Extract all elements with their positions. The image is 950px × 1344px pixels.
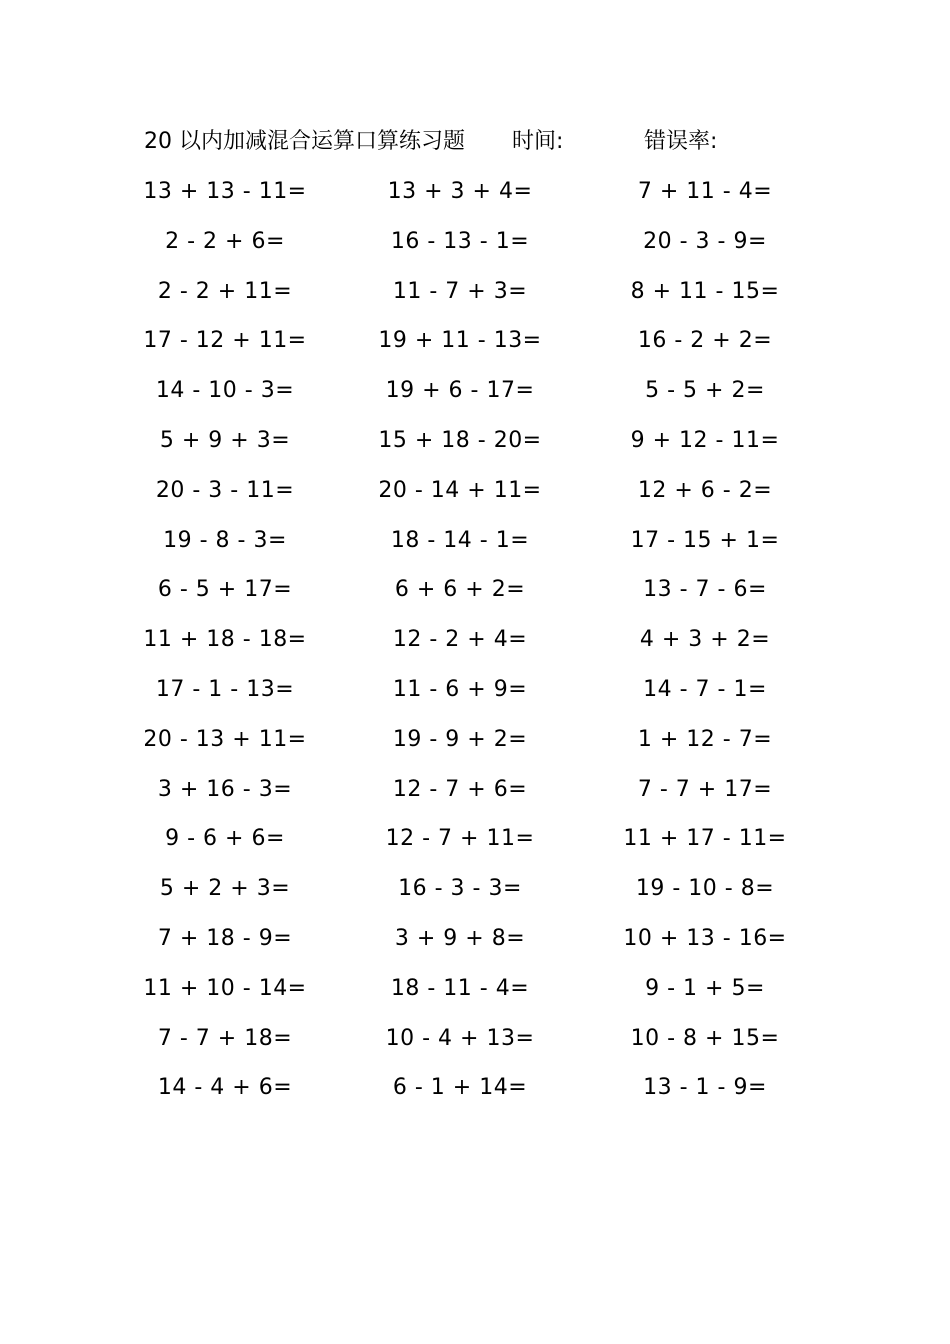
math-problem: 7 - 7 + 17= xyxy=(637,776,773,802)
worksheet-title: 20 以内加减混合运算口算练习题 xyxy=(144,129,465,154)
math-problem: 16 - 2 + 2= xyxy=(637,328,773,354)
problem-row xyxy=(140,772,820,822)
math-problem: 19 - 8 - 3= xyxy=(163,527,287,553)
problem-row xyxy=(140,722,820,772)
math-problem: 11 - 7 + 3= xyxy=(392,278,528,304)
math-problem: 9 - 1 + 5= xyxy=(645,975,765,1001)
problem-row xyxy=(140,622,820,672)
math-problem: 11 + 17 - 11= xyxy=(623,826,787,852)
problem-row xyxy=(140,423,820,473)
math-problem: 12 + 6 - 2= xyxy=(637,477,773,503)
math-problem: 20 - 13 + 11= xyxy=(143,726,307,752)
math-problem: 10 - 4 + 13= xyxy=(385,1025,535,1051)
problem-row xyxy=(140,672,820,722)
problem-row xyxy=(140,921,820,971)
math-problem: 7 + 11 - 4= xyxy=(637,179,773,204)
math-problem: 5 + 2 + 3= xyxy=(159,876,291,902)
time-label: 时间: xyxy=(512,129,564,154)
math-problem: 5 - 5 + 2= xyxy=(645,378,765,404)
problem-row xyxy=(140,373,820,423)
problem-row xyxy=(140,224,820,274)
math-problem: 13 + 3 + 4= xyxy=(387,179,533,204)
problem-row xyxy=(140,971,820,1021)
math-problem: 20 - 3 - 9= xyxy=(643,228,767,254)
math-problem: 14 - 10 - 3= xyxy=(155,378,295,404)
math-problem: 13 - 1 - 9= xyxy=(643,1075,767,1101)
problem-row xyxy=(140,523,820,573)
math-problem: 7 + 18 - 9= xyxy=(157,925,293,951)
math-problem: 20 - 3 - 11= xyxy=(155,477,295,503)
problem-row xyxy=(140,871,820,921)
worksheet-header xyxy=(144,126,824,158)
math-problem: 2 - 2 + 6= xyxy=(165,228,285,254)
math-problem: 6 - 1 + 14= xyxy=(392,1075,528,1101)
math-problem: 17 - 15 + 1= xyxy=(630,527,780,553)
problem-row xyxy=(140,323,820,373)
math-problem: 18 - 14 - 1= xyxy=(390,527,530,553)
problem-row xyxy=(140,1070,820,1120)
problem-row xyxy=(140,274,820,324)
math-problem: 19 + 11 - 13= xyxy=(378,328,542,354)
math-problem: 17 - 12 + 11= xyxy=(143,328,307,354)
error-rate-label: 错误率: xyxy=(644,129,718,154)
math-problem: 15 + 18 - 20= xyxy=(378,427,542,453)
math-problem: 9 + 12 - 11= xyxy=(630,427,780,453)
problem-row xyxy=(140,1021,820,1071)
math-problem: 12 - 7 + 6= xyxy=(392,776,528,802)
math-problem: 13 + 13 - 11= xyxy=(143,179,307,204)
math-problem: 13 - 7 - 6= xyxy=(643,577,767,603)
math-problem: 2 - 2 + 11= xyxy=(157,278,293,304)
math-problem: 16 - 13 - 1= xyxy=(390,228,530,254)
math-problem: 10 + 13 - 16= xyxy=(623,925,787,951)
math-problem: 14 - 4 + 6= xyxy=(157,1075,293,1101)
math-problem: 17 - 1 - 13= xyxy=(155,676,295,702)
math-problem: 19 + 6 - 17= xyxy=(385,378,535,404)
math-problem: 19 - 10 - 8= xyxy=(635,876,775,902)
math-problem: 14 - 7 - 1= xyxy=(643,676,767,702)
math-problem: 6 - 5 + 17= xyxy=(157,577,293,603)
math-problem: 19 - 9 + 2= xyxy=(392,726,528,752)
math-problem: 9 - 6 + 6= xyxy=(165,826,285,852)
math-problem: 6 + 6 + 2= xyxy=(394,577,526,603)
math-problem: 20 - 14 + 11= xyxy=(378,477,542,503)
math-problem: 8 + 11 - 15= xyxy=(630,278,780,304)
math-problem: 3 + 9 + 8= xyxy=(394,925,526,951)
math-problem: 11 + 10 - 14= xyxy=(143,975,307,1001)
problem-grid xyxy=(140,174,820,1120)
math-problem: 3 + 16 - 3= xyxy=(157,776,293,802)
problem-row xyxy=(140,572,820,622)
math-problem: 16 - 3 - 3= xyxy=(398,876,522,902)
math-problem: 12 - 7 + 11= xyxy=(385,826,535,852)
problem-row xyxy=(140,473,820,523)
problem-row xyxy=(140,174,820,224)
math-problem: 12 - 2 + 4= xyxy=(392,627,528,653)
math-problem: 11 + 18 - 18= xyxy=(143,627,307,653)
math-problem: 4 + 3 + 2= xyxy=(639,627,771,653)
problem-row xyxy=(140,821,820,871)
math-problem: 11 - 6 + 9= xyxy=(392,676,528,702)
math-problem: 10 - 8 + 15= xyxy=(630,1025,780,1051)
math-problem: 1 + 12 - 7= xyxy=(637,726,773,752)
math-problem: 5 + 9 + 3= xyxy=(159,427,291,453)
math-problem: 18 - 11 - 4= xyxy=(390,975,530,1001)
math-problem: 7 - 7 + 18= xyxy=(157,1025,293,1051)
